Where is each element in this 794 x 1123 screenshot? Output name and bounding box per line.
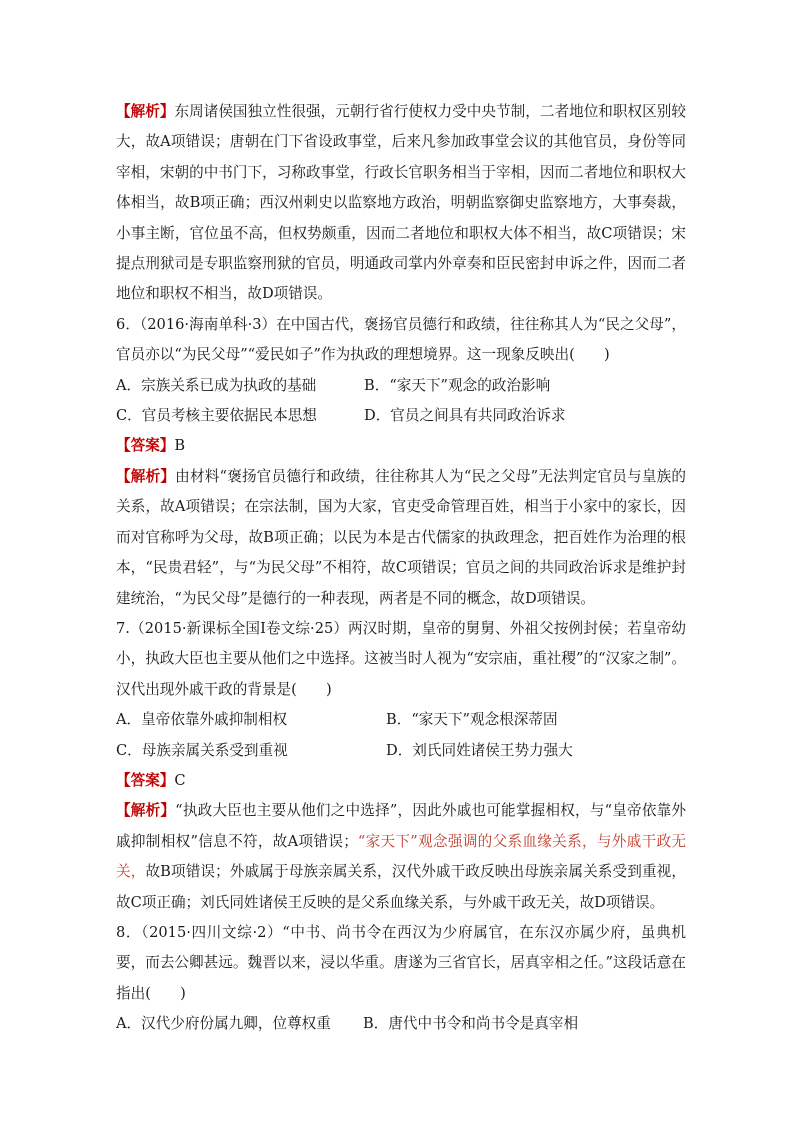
question-stem: 7.（2015·新课标全国Ⅰ卷文综·25）两汉时期，皇帝的舅舅、外祖父按例封侯；若皇帝幼小，执政大臣也主要从他们之中选择。这被当时人视为“安宗庙，重社稷”的“汉家之制”。汉代出现外戚干政的背景是( )	[116, 619, 686, 698]
question-8	[116, 918, 686, 1040]
option-a: A．宗族关系已成为执政的基础	[116, 376, 317, 394]
q6-analysis	[116, 462, 686, 614]
option-row	[116, 736, 686, 766]
option-row	[116, 371, 686, 401]
answer-value: C	[174, 771, 186, 789]
option-b: B．“家天下”观念根深蒂固	[386, 711, 558, 729]
question-7	[116, 614, 686, 918]
answer-line	[116, 431, 686, 461]
option-d: D．官员之间具有共同政治诉求	[364, 407, 566, 425]
analysis-tag: 【解析】	[116, 467, 176, 485]
answer-tag: 【答案】	[116, 771, 175, 789]
option-row	[116, 401, 686, 431]
option-a: A．汉代少府份属九卿，位尊权重	[116, 1015, 331, 1033]
answer-line	[116, 766, 686, 796]
analysis-text-part1: “执政大臣也主要从他们之中选择”，因此外戚也可能掌握相权，与“皇帝依靠外戚抑制相权”信息不符，故A项错误；	[116, 802, 686, 850]
option-row	[116, 1009, 686, 1039]
option-c: C．官员考核主要依据民本思想	[116, 407, 317, 425]
option-b: B．唐代中书令和尚书令是真宰相	[363, 1015, 579, 1033]
option-row	[116, 705, 686, 735]
option-a: A．皇帝依靠外戚抑制相权	[116, 711, 288, 729]
q7-analysis	[116, 796, 686, 918]
analysis-text: 由材料“褒扬官员德行和政绩，往往称其人为“民之父母”无法判定官员与皇族的关系，故A项错误；在宗法制，国为大家，官吏受命管理百姓，相当于小家中的家长，因而对官称呼为父母，故B项正确；以民为本是古代儒家的执政理念，把百姓作为治理的根本，“民贵君轻”，与“为民父母”不相符，故C项错误；官员之间的共同政治诉求是维护封建统治，“为民父母”是德行的一种表现，两者是不同的概念，故D项错误。	[116, 467, 686, 607]
q5-analysis	[116, 97, 686, 310]
analysis-text: 东周诸侯国独立性很强，元朝行省行使权力受中央节制，二者地位和职权区别较大，故A项错误；唐朝在门下省设政事堂，后来凡参加政事堂会议的其他官员，身份等同宰相，宋朝的中书门下，习称政事堂，行政长官职务相当于宰相，因而二者地位和职权大体相当，故B项正确；西汉州刺史以监察地方政治，明朝监察御史监察地方，大事奏裁，小事主断，官位虽不高，但权势颇重，因而二者地位和职权大体不相当，故C项错误；宋提点刑狱司是专职监察刑狱的官员，明通政司掌内外章奏和臣民密封申诉之件，因而二者地位和职权不相当，故D项错误。	[116, 103, 686, 303]
analysis-tag: 【解析】	[116, 103, 175, 120]
question-stem: 8．（2015·四川文综·2）“中书、尚书令在西汉为少府属官，在东汉亦属少府，虽典机要，而去公卿甚远。魏晋以来，浸以华重。唐遂为三省官长，居真宰相之任。”这段话意在指出( )	[116, 923, 686, 1002]
question-stem: 6．（2016·海南单科·3）在中国古代，褒扬官员德行和政绩，往往称其人为“民之父母”，官员亦以“为民父母”“爱民如子”作为执政的理想境界。这一现象反映出( )	[116, 315, 686, 364]
answer-value: B	[174, 437, 186, 455]
answer-tag: 【答案】	[116, 437, 175, 455]
document-body	[116, 97, 686, 1040]
option-b: B．“家天下”观念的政治影响	[364, 376, 551, 394]
option-c: C．母族亲属关系受到重视	[116, 741, 288, 759]
option-d: D．刘氏同姓诸侯王势力强大	[386, 741, 573, 759]
analysis-highlight: “家天下”观念强调的父系血缘关系，与外戚干政无关，	[116, 832, 686, 881]
analysis-tag: 【解析】	[116, 802, 176, 820]
question-6	[116, 310, 686, 614]
analysis-text-part2: 故B项错误；外戚属于母族亲属关系，汉代外戚干政反映出母族亲属关系受到重视，故C项正确；刘氏同姓诸侯王反映的是父系血缘关系，与外戚干政无关，故D项错误。	[116, 863, 686, 911]
